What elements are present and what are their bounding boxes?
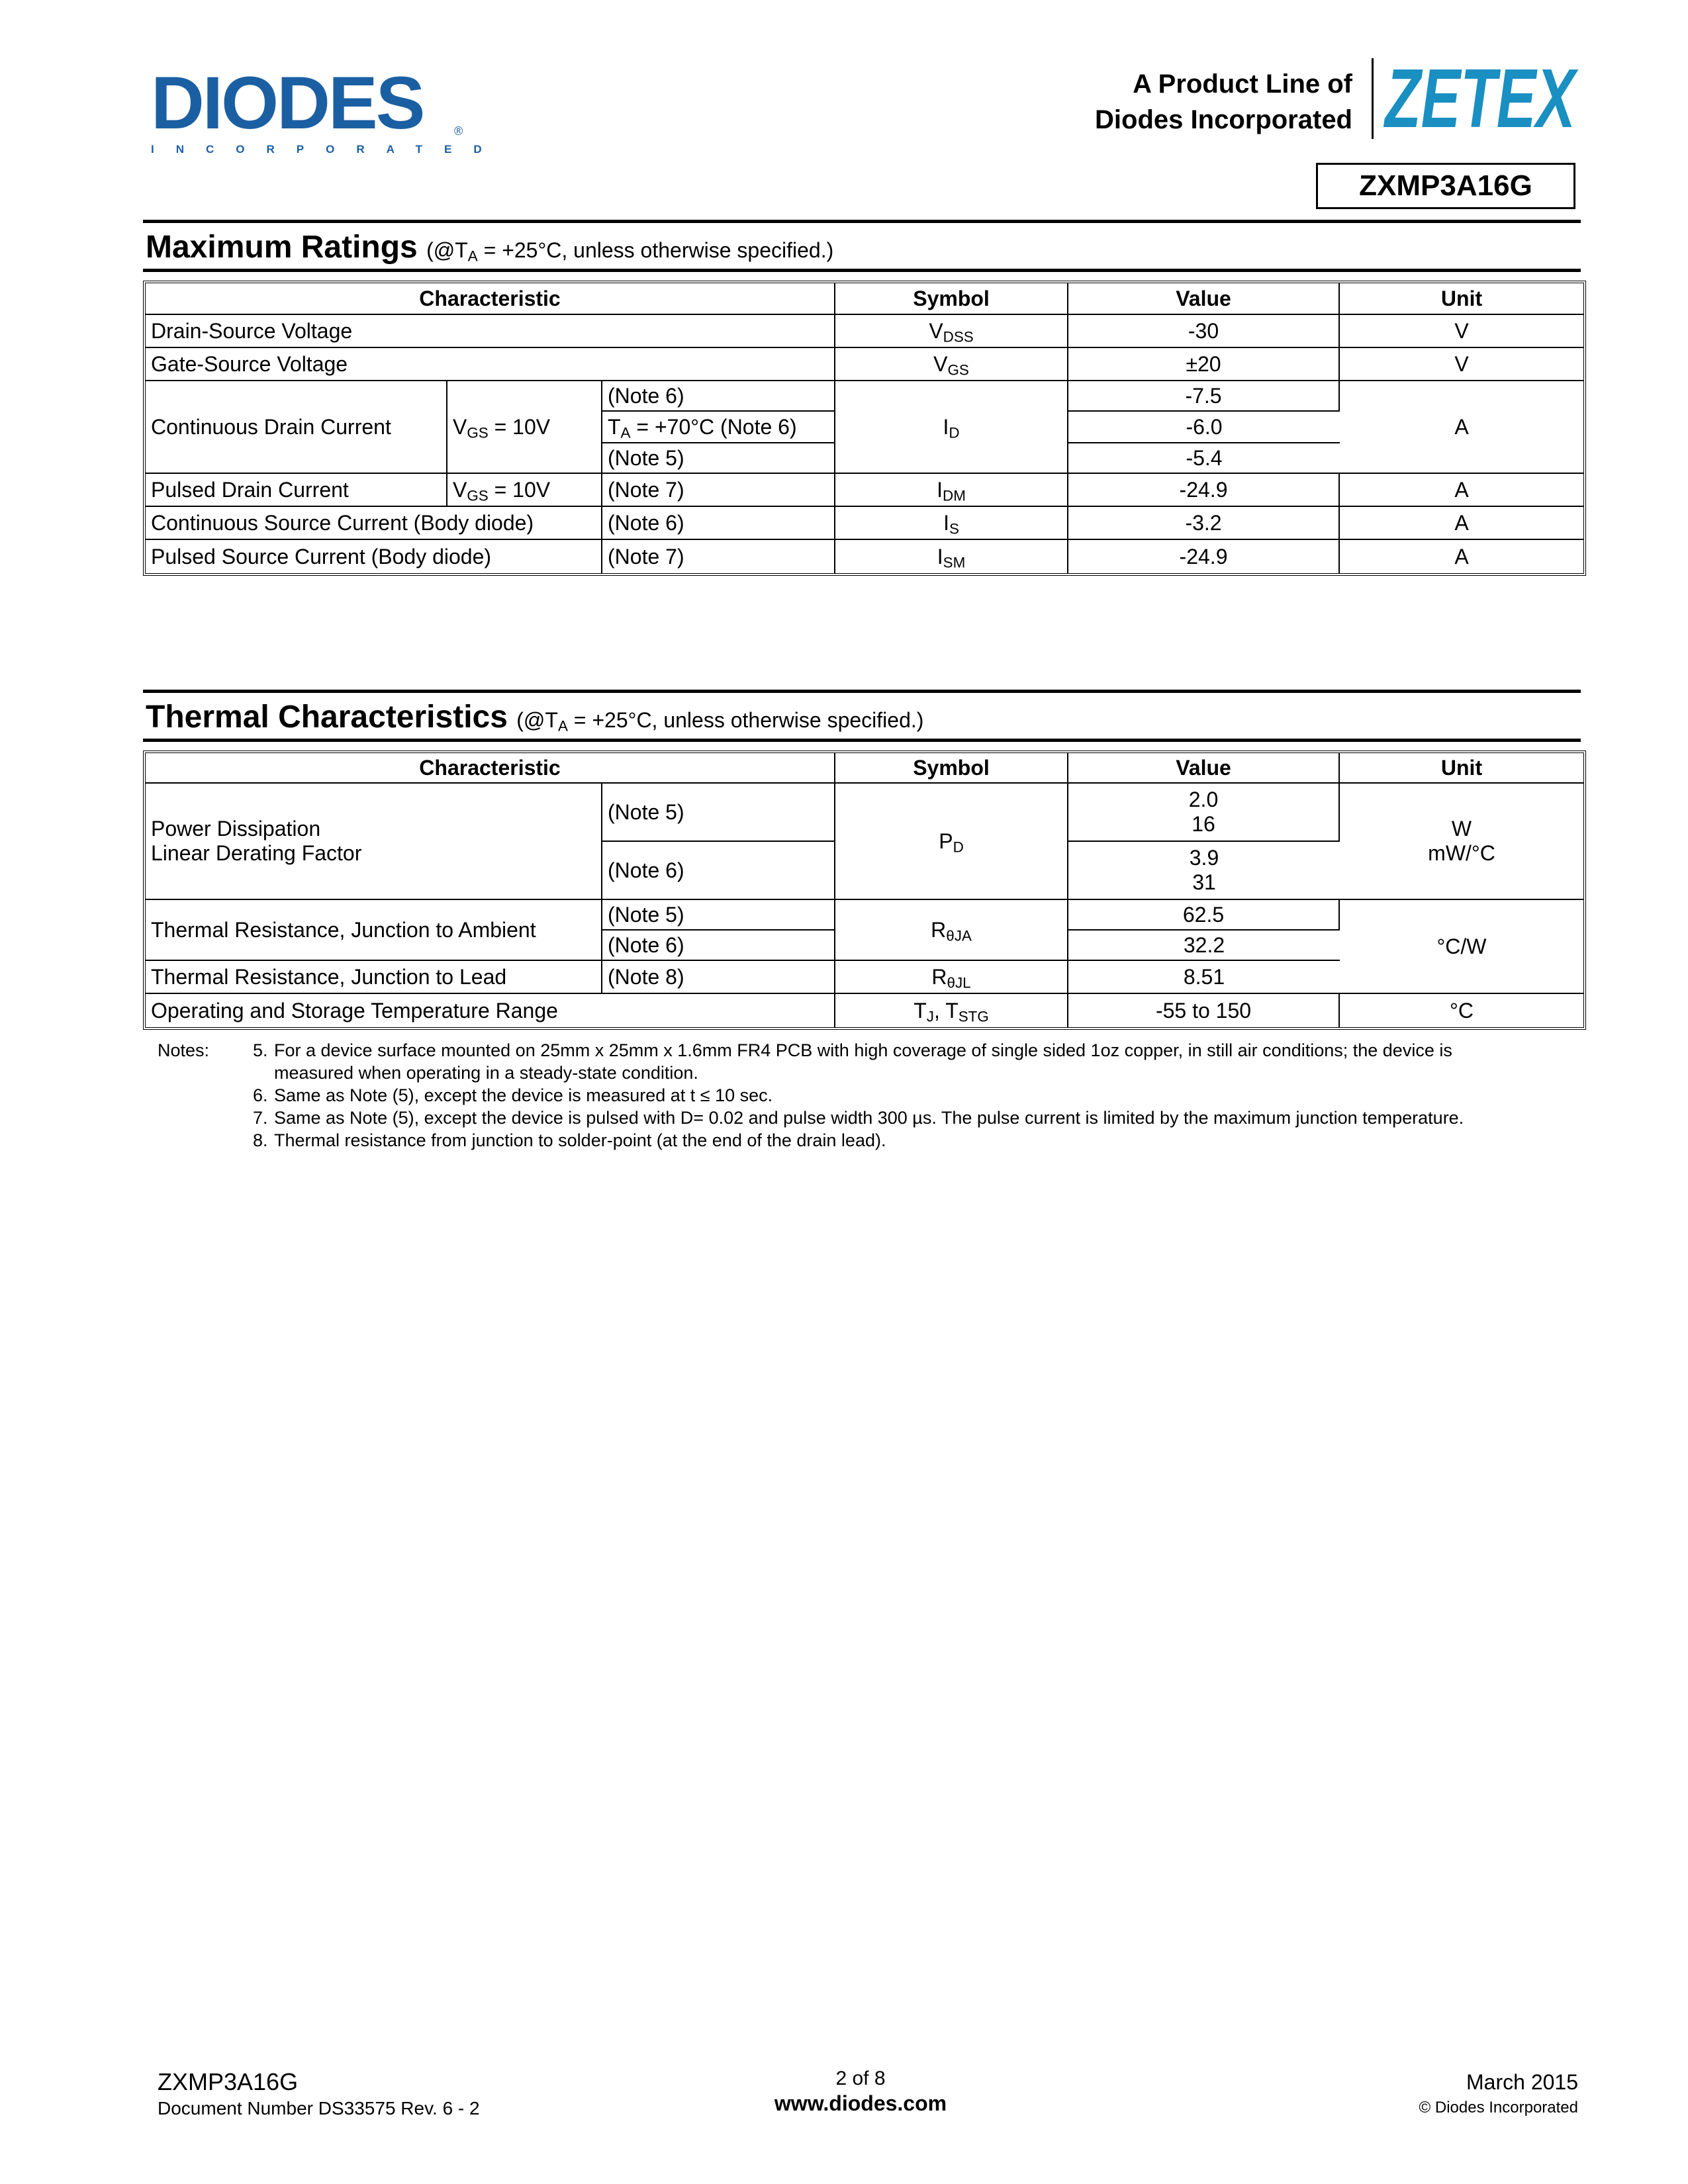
cell-value: -6.0 [1068,412,1340,443]
footer-doc-number: Document Number DS33575 Rev. 6 - 2 [158,2098,480,2118]
cell-symbol: $I_S$ [835,507,1068,540]
cell-characteristic: Drain-Source Voltage [146,315,835,348]
cell-characteristic: Continuous Drain Current [146,381,447,474]
cell-value: ±20 [1068,348,1340,381]
cell-symbol: $T_J$, $T_{STG}$ [835,994,1068,1027]
cell-characteristic: Continuous Source Current (Body diode) [146,507,602,540]
cell-symbol: $R_{\theta JL}$ [835,961,1068,994]
cell-value: 62.5 [1068,900,1340,931]
notes-label: Notes: [158,1040,210,1060]
cell-value: 3.9 31 [1068,842,1340,900]
header-divider [1372,58,1374,139]
cell-value: -7.5 [1068,381,1340,412]
cell-note: (Note 7) [602,540,835,573]
section-rule-top [143,220,1581,223]
cell-note: $T_A = +70^\circ C$ (Note 6) [602,412,835,443]
zetex-logo [1382,52,1581,145]
cell-symbol: $V_{DSS}$ [835,315,1068,348]
table-row [146,900,1583,931]
part-number-box: ZXMP3A16G [1316,163,1575,209]
thermal-condition: ($@T_A = +25^\circ C$, unless otherwise specified.) [516,708,924,735]
registered-mark-icon: ® [454,124,463,138]
cell-note: (Note 5) [602,784,835,842]
max-ratings-condition: ($@T_A = +25^\circ C$, unless otherwise specified.) [426,238,834,265]
footer-right [1419,2070,1578,2117]
cell-value: 8.51 [1068,961,1340,994]
derating-factor-label: Linear Derating Factor [151,841,362,865]
note-item: 6. Same as Note (5), except the device is measured at t ≤ 10 sec. [253,1085,773,1105]
header-characteristic: Characteristic [146,283,835,315]
cell-note: (Note 6) [602,381,835,412]
cell-value: -24.9 [1068,474,1340,507]
cell-note: (Note 6) [602,842,835,900]
note-item: 5. For a device surface mounted on 25mm x 25mm x 1.6mm FR4 PCB with high coverage of single sided 1oz copper, in still air conditions; the device is measured when operating in a steady-state condition. [253,1040,1452,1083]
cell-unit: A [1454,544,1469,569]
cell-note: (Note 5) [602,443,835,474]
thermal-table [143,751,1586,1030]
header-characteristic: Characteristic [146,753,835,784]
diodes-logo-sub: INCORPORATED [151,143,504,156]
header-symbol: Symbol [835,283,1068,315]
cell-characteristic: Thermal Resistance, Junction to Lead [146,961,602,994]
footer-copyright: © Diodes Incorporated [1419,2099,1578,2116]
cell-unit: V [1340,348,1583,381]
cell-characteristic: Pulsed Drain Current [146,474,447,507]
note-item: 8. Thermal resistance from junction to solder-point (at the end of the drain lead). [253,1130,886,1150]
table-header-row [146,753,1583,784]
power-dissipation-label: Power Dissipation [151,817,321,841]
cell-unit: A [1340,381,1583,474]
thermal-heading: Thermal Characteristics [146,700,508,735]
cell-unit: V [1340,315,1583,348]
cell-unit: °C [1450,998,1474,1023]
diodes-logo-word: DIODES [151,62,424,144]
footer-url[interactable]: www.diodes.com [774,2091,947,2115]
cell-characteristic: Gate-Source Voltage [146,348,835,381]
cell-symbol: $I_{DM}$ [835,474,1068,507]
header-value: Value [1068,753,1340,784]
notes-list [253,1039,1577,1152]
diodes-logo [151,62,504,156]
cell-unit: A [1340,507,1583,540]
cell-characteristic: Thermal Resistance, Junction to Ambient [146,900,602,961]
table-row [146,540,1583,573]
table-header-row [146,283,1583,315]
table-row [146,474,1583,507]
footer-center [712,2068,1009,2116]
footer-part: ZXMP3A16G [158,2068,299,2095]
cell-value: -55 to 150 [1068,994,1340,1027]
cell-value: -24.9 [1068,540,1340,573]
section-rule-top [143,690,1581,693]
cell-condition: $V_{GS} = 10V$ [447,381,602,474]
header-symbol: Symbol [835,753,1068,784]
section-rule-bottom [143,269,1581,272]
cell-value: 32.2 [1068,931,1340,961]
cell-value: 2.0 16 [1068,784,1340,842]
zetex-logo-word: ZETEX [1383,52,1579,145]
table-row [146,994,1583,1027]
max-ratings-title [146,232,833,263]
cell-symbol: $R_{\theta JA}$ [835,900,1068,961]
thermal-title [146,702,923,733]
cell-unit: °C/W [1340,900,1583,994]
cell-value: -5.4 [1068,443,1340,474]
section-rule-bottom [143,739,1581,742]
footer-date: March 2015 [1466,2070,1578,2094]
cell-symbol: $I_D$ [835,381,1068,474]
cell-condition: $V_{GS} = 10V$ [447,474,602,507]
max-ratings-table [143,281,1586,576]
cell-symbol: $V_{GS}$ [835,348,1068,381]
cell-value: -30 [1068,315,1340,348]
table-row [146,315,1583,348]
product-line-text [1074,66,1352,138]
table-row [146,784,1583,842]
cell-value: -3.2 [1068,507,1340,540]
table-row [146,348,1583,381]
footer-page: 2 of 8 [835,2068,886,2089]
header-unit: Unit [1340,283,1583,315]
cell-symbol: $P_D$ [835,784,1068,900]
header-value: Value [1068,283,1340,315]
product-line-2: Diodes Incorporated [1095,105,1352,134]
note-item: 7. Same as Note (5), except the device is pulsed with D= 0.02 and pulse width 300 µs. The pulse current is limited by the maximum junction temperature. [253,1108,1464,1128]
cell-note: (Note 6) [602,507,835,540]
table-row [146,381,1583,412]
header-unit: Unit [1340,753,1583,784]
cell-note: (Note 6) [602,931,835,961]
cell-unit: A [1340,474,1583,507]
cell-note: (Note 5) [602,900,835,931]
cell-unit: W mW/°C [1340,784,1583,900]
max-ratings-heading: Maximum Ratings [146,230,418,265]
cell-characteristic: Pulsed Source Current (Body diode) [146,540,602,573]
cell-note: (Note 7) [602,474,835,507]
product-line-1: A Product Line of [1133,69,1352,99]
cell-characteristic [146,784,602,900]
table-row [146,507,1583,540]
cell-note: (Note 8) [602,961,835,994]
cell-characteristic: Operating and Storage Temperature Range [146,994,835,1027]
cell-symbol: $I_{SM}$ [835,540,1068,573]
